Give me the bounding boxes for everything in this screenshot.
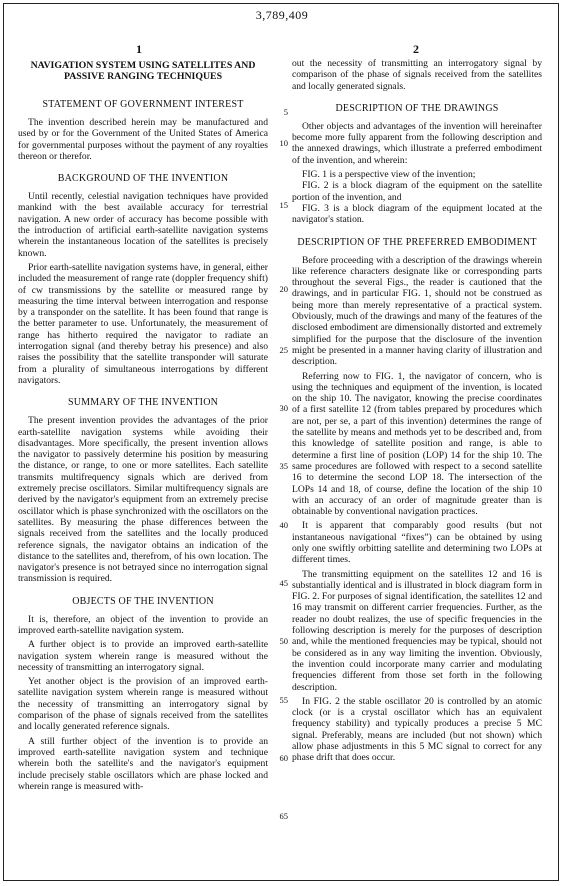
line-number: 55 [279,695,288,705]
figure-description: FIG. 2 is a block diagram of the equipment on the satellite portion of the invention, and [292,180,542,203]
column-number-1: 1 [136,42,142,56]
figure-description: FIG. 3 is a block diagram of the equipment located at the navigator's station. [292,202,542,226]
line-number: 25 [279,345,288,355]
line-number: 30 [279,403,288,413]
section-heading: OBJECTS OF THE INVENTION [72,595,214,607]
line-number: 20 [279,284,288,294]
line-number: 40 [279,520,288,530]
text-column-right [292,58,542,767]
paragraph: A still further object of the invention is to provide an improved earth-satellite navigation system and technique wherein both the satellite's and the navigator's equipment include precisely stable oscillators which are phase locked and wherein range is measured with- [18,735,268,792]
paragraph: The present invention provides the advantages of the prior earth-satellite navigation systems while avoiding their disadvantages. More specifically, the present invention allows the navigator to passively determine his position by measuring the distance, or range, to one or more satellites. Each satellite transmits multifrequency signals which are derived from extremely precise oscillators. Similar multifrequency signals are derived by the navigator's equipment from an extremely precise oscillator which is phase synchronized with the oscillators on the satellites. By measuring the phase differences between the signals received from the satellites and the locally produced reference signals, the navigator obtains an indication of the distance to the satellites and, therefrom, of his own location. The navigator's presence is not betrayed since no interrogation signal transmission is required. [18,415,268,585]
figure-description: FIG. 1 is a perspective view of the invention; [302,169,476,181]
text-column-left [18,60,268,795]
section-heading: STATEMENT OF GOVERNMENT INTEREST [42,99,244,110]
paragraph: A further object is to provide an improved earth-satellite navigation system wherein range is measured without the necessity of transmitting an interrogatory signal. [18,639,268,673]
patent-title: NAVIGATION SYSTEM USING SATELLITES AND PASSIVE RANGING TECHNIQUES [30,60,256,82]
line-number: 65 [279,811,288,821]
paragraph: The transmitting equipment on the satellites 12 and 16 is substantially identical and is illustrated in block diagram form in FIG. 2. For purposes of signal identification, the satellites 12 and 16 may transmit on different carrier frequencies. Further, as the reader no doubt realizes, the use of specific frequencies in the following description is merely for the purposes of description and, while the mentioned frequencies may be typical, should not be considered as in any way limiting the invention. Obviously, the invention could incorporate many carrier and modulating frequencies different from those set forth in the following description. [292,568,542,693]
line-number: 35 [279,461,288,471]
line-number: 45 [279,578,288,588]
line-number: 5 [283,107,288,117]
line-number: 10 [279,138,288,148]
paragraph: It is apparent that comparably good results (but not instantaneous navigational “fixes”) can be obtained by using only one swiftly orbitting satellite and determining two LOPs at different times. [292,520,542,566]
paragraph: In FIG. 2 the stable oscillator 20 is controlled by an atomic clock (or is a crystal oscillator which has an equivalent frequency stability) and typically produces a precise 5 MC signal. Preferably, means are included (but not shown) which allow phase adjustments in this 5 MC signal to correct for any phase drift that does occur. [292,695,542,764]
section-heading: DESCRIPTION OF THE PREFERRED EMBODIMENT [297,236,537,248]
column-number-2: 2 [413,42,419,56]
paragraph: Referring now to FIG. 1, the navigator of concern, who is using the techniques and equipment of the invention, is located on the ship 10. The navigator, knowing the precise coordinates of a first satellite 12 (from tables prepared by procedures which are not, per se, a part of this invention) determines the range of the satellite by means and methods yet to be described and, from this knowledge of satellite position and range, is able to determine a first line of position (LOP) 14 for the ship 10. The same procedures are followed with respect to a second satellite 16 to determine the second LOP 18. The intersection of the LOPs 14 and 18, of course, define the location of the ship 10 with an accuracy of an order of magnitude greater than is obtainable by conventional navigation practices. [292,370,542,518]
paragraph: Other objects and advantages of the invention will hereinafter become more fully apparent from the following description and the annexed drawings, which illustrate a preferred embodiment of the invention, and wherein: [292,120,542,166]
paragraph: Until recently, celestial navigation techniques have provided mankind with the best available accuracy for terrestrial navigation. A new order of accuracy has become possible with the introduction of artificial earth-satellite navigation systems wherein the instantaneous location of the satellites is precisely known. [18,191,268,259]
paragraph: Prior earth-satellite navigation systems have, in general, either included the measurement of range rate (doppler frequency shift) of cw transmissions by the satellite or measured range by measuring the time interval between interrogation and response by a transponder on the satellite. It has been found that range is the better parameter to use. Unfortunately, the measurement of range has hitherto required the navigator to radiate an interrogation signal (and thereby betray his presence) and also raises the possibility that the satellite transponder will saturate from a plurality of simultaneous interrogations by different navigators. [18,261,268,386]
section-heading: SUMMARY OF THE INVENTION [67,397,219,409]
patent-number: 3,789,409 [255,8,309,22]
line-number: 60 [279,753,288,763]
paragraph: Before proceeding with a description of the drawings wherein like reference characters designate like or corresponding parts throughout the several Figs., the reader is cautioned that the drawings, and in particular FIG. 1, should not be construed as being more than merely representative of a practical system. Obviously, much of the drawings and many of the features of the disclosed embodiment are dimensionally distorted and extremely simplified for the purpose that the disclosure of the invention might be presented in a manner having clarity of illustration and description. [292,254,542,368]
line-number: 15 [279,200,288,210]
section-heading: DESCRIPTION OF THE DRAWINGS [335,102,499,114]
line-number: 50 [279,636,288,646]
paragraph: It is, therefore, an object of the invention to provide an improved earth-satellite navigation system. [18,613,268,636]
section-heading: BACKGROUND OF THE INVENTION [57,173,229,185]
paragraph: The invention described herein may be manufactured and used by or for the Government of the United States of America for governmental purposes without the payment of any royalties thereon or therefor. [18,117,268,162]
paragraph: Yet another object is the provision of an improved earth-satellite navigation system wherein range is measured without the necessity of transmitting an interrogatory signal by comparison of the phase of signals received from the satellites and locally generated reference signals. [18,676,268,733]
paragraph-continuation: out the necessity of transmitting an interrogatory signal by comparison of the phase of signals received from the satellites and locally generated signals. [292,58,542,92]
